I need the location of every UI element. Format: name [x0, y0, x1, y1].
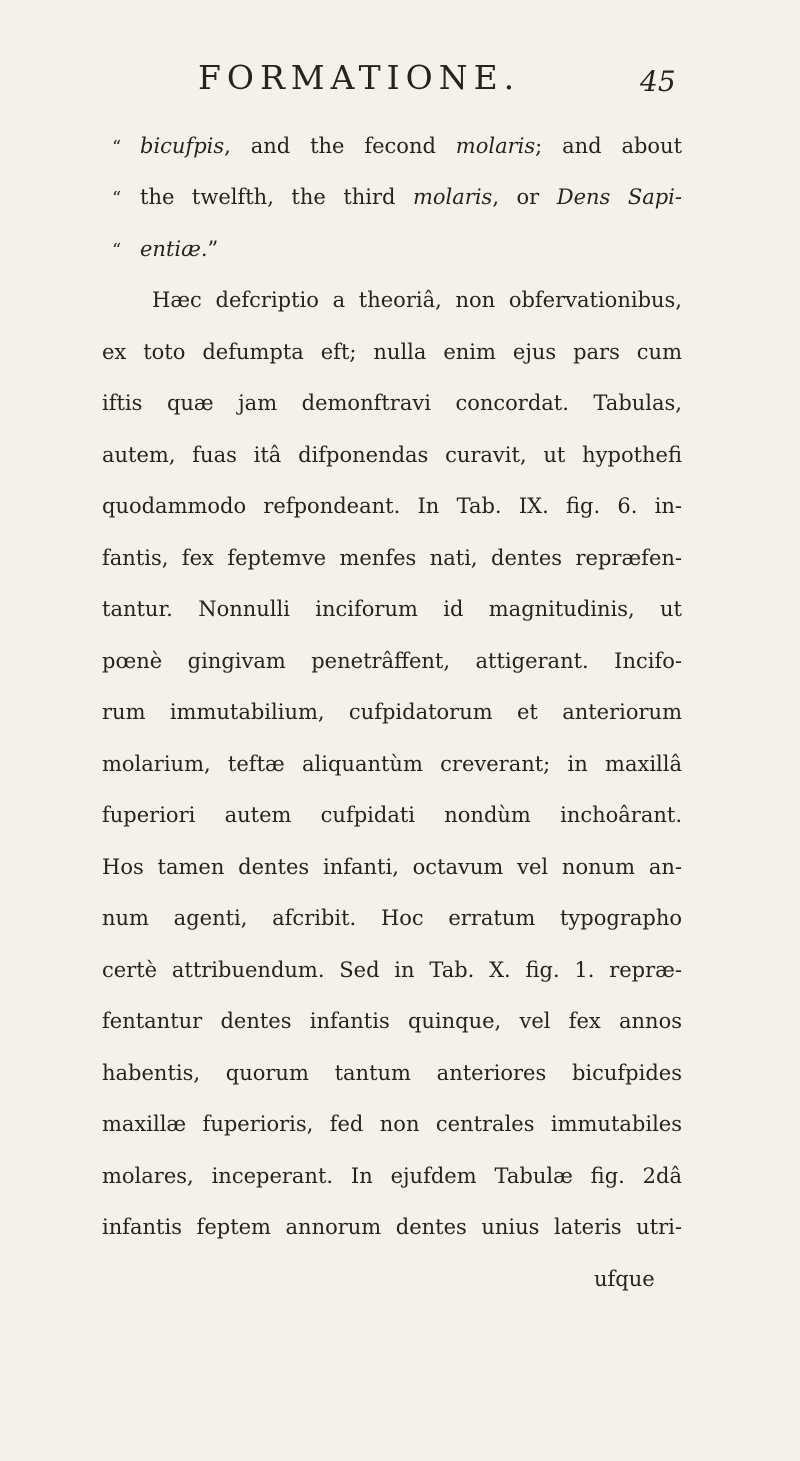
text-run: the twelfth, the third: [140, 185, 413, 209]
text-line-12: [102, 696, 682, 728]
text-run: molares, inceperant. In ejufdem Tabulæ fig. 2dâ: [102, 1164, 682, 1188]
text-run: fantis, fex feptemve menfes nati, dentes repræfen-: [102, 546, 682, 570]
text-line-21: [102, 1160, 682, 1192]
text-line-3: [112, 233, 682, 267]
text-line-22: [102, 1211, 682, 1243]
text-line-15: [102, 851, 682, 883]
text-line-20: [102, 1108, 682, 1140]
quote-mark: “: [112, 137, 122, 158]
text-run: iftis quæ jam demonftravi concordat. Tabulas,: [102, 391, 682, 415]
text-line-5: [102, 336, 682, 368]
running-head: FORMATIONE.: [198, 58, 521, 97]
catchword: ufque: [594, 1267, 655, 1291]
text-run: certè attribuendum. Sed in Tab. X. fig. 1. repræ-: [102, 958, 682, 982]
text-line-14: [102, 799, 682, 831]
text-run: fuperiori autem cufpidati nondùm inchoârant.: [102, 803, 682, 827]
text-line-1: [112, 130, 682, 164]
text-run: molarium, teftæ aliquantùm creverant; in maxillâ: [102, 752, 682, 776]
italic-run: molaris: [413, 185, 493, 209]
text-run: autem, fuas itâ difponendas curavit, ut hypothefi: [102, 443, 682, 467]
text-run: habentis, quorum tantum anteriores bicufpides: [102, 1061, 682, 1085]
text-run: Hæc defcriptio a theoriâ, non obfervationibus,: [152, 288, 682, 312]
text-line-17: [102, 954, 682, 986]
text-line-8: [102, 490, 682, 522]
text-run: Hos tamen dentes infanti, octavum vel nonum an-: [102, 855, 682, 879]
text-line-16: [102, 902, 682, 934]
quote-mark: “: [112, 188, 122, 209]
quote-mark: “: [112, 240, 122, 261]
italic-run: entiæ.: [140, 237, 208, 261]
text-line-18: [102, 1005, 682, 1037]
text-run: ”: [207, 237, 219, 261]
text-run: quodammodo refpondeant. In Tab. IX. fig. 6. in-: [102, 494, 682, 518]
text-run: fentantur dentes infantis quinque, vel fex annos: [102, 1009, 682, 1033]
text-run: , or: [492, 185, 557, 209]
page-number: 45: [640, 65, 676, 98]
text-run: pœnè gingivam penetrâffent, attigerant. Incifo-: [102, 649, 682, 673]
text-run: , and the fecond: [224, 134, 456, 158]
text-line-11: [102, 645, 682, 677]
text-line-2: [112, 181, 682, 215]
text-run: infantis feptem annorum dentes unius lateris utri-: [102, 1215, 682, 1239]
text-line-4: [152, 284, 682, 316]
text-line-6: [102, 387, 682, 419]
italic-run: bicufpis: [140, 134, 225, 158]
text-line-13: [102, 748, 682, 780]
text-line-10: [102, 593, 682, 625]
text-run: num agenti, afcribit. Hoc erratum typographo: [102, 906, 682, 930]
text-run: ; and about: [535, 134, 683, 158]
text-line-19: [102, 1057, 682, 1089]
text-run: tantur. Nonnulli inciforum id magnitudinis, ut: [102, 597, 682, 621]
italic-run: molaris: [455, 134, 536, 158]
text-line-9: [102, 542, 682, 574]
text-run: maxillæ fuperioris, fed non centrales immutabiles: [102, 1112, 682, 1136]
text-line-7: [102, 439, 682, 471]
text-run: rum immutabilium, cufpidatorum et anteriorum: [102, 700, 682, 724]
italic-run: Dens Sapi-: [556, 185, 682, 209]
text-run: ex toto defumpta eft; nulla enim ejus pars cum: [102, 340, 682, 364]
